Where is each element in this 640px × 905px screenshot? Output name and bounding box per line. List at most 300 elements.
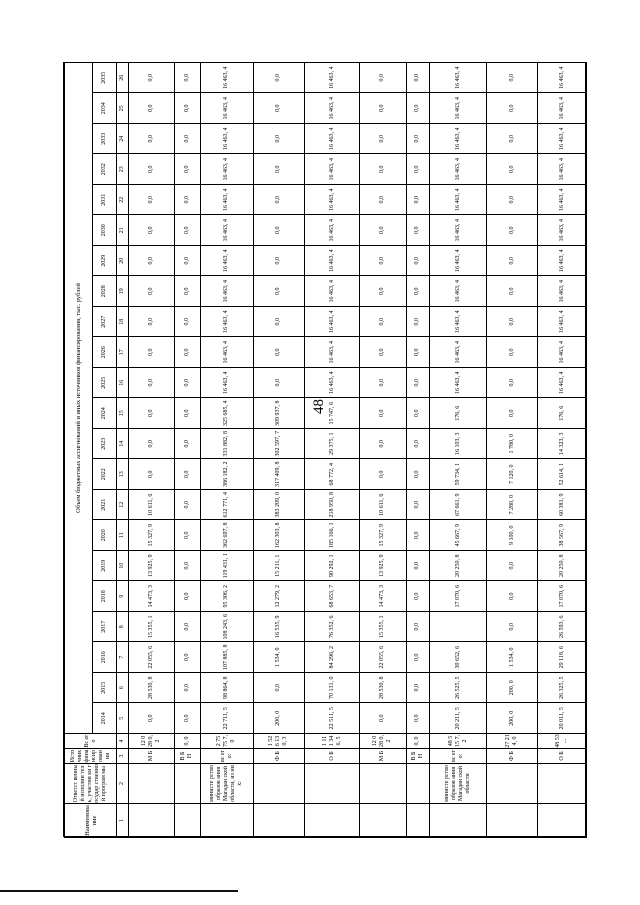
table-row — [304, 62, 360, 837]
row-value-cell: 0,0 — [129, 337, 175, 368]
row-value-cell: 30 652, 6 — [429, 642, 487, 673]
header-year-2014: 2014 — [93, 703, 117, 734]
row-value-cell: 9 100, 0 — [487, 520, 538, 551]
row-value-cell: 0,0 — [175, 276, 200, 307]
row-value-cell: 0,0 — [406, 703, 429, 734]
row-source-cell: Ф Б — [487, 749, 538, 764]
row-executor-cell: министе рство образов ания Магадан ской области — [429, 764, 487, 804]
table-row — [175, 62, 200, 837]
row-value-cell: 383 209, 0 — [253, 490, 304, 521]
row-value-cell: 0,0 — [253, 154, 304, 185]
budget-table — [64, 62, 587, 838]
row-value-cell: 16 463, 4 — [200, 246, 253, 277]
row-value-cell: 0,0 — [487, 368, 538, 399]
header-year-2026: 2026 — [93, 337, 117, 368]
row-value-cell: 29 118, 6 — [538, 642, 587, 673]
row-value-cell: 0,0 — [406, 185, 429, 216]
row-value-cell: 16 463, 4 — [200, 185, 253, 216]
row-value-cell: 0,0 — [360, 62, 406, 93]
row-value-cell — [429, 612, 487, 643]
row-value-cell: 22 711, 5 — [200, 703, 253, 734]
header-year-2019: 2019 — [93, 551, 117, 582]
header-year-2018: 2018 — [93, 581, 117, 612]
column-number: 26 — [117, 62, 129, 93]
row-value-cell: 26 593, 6 — [538, 612, 587, 643]
row-value-cell: 16 463, 4 — [429, 276, 487, 307]
column-number: 18 — [117, 307, 129, 338]
row-source-cell: В Б Н — [406, 749, 429, 764]
row-value-cell: 0,0 — [253, 246, 304, 277]
row-value-cell: 76 352, 6 — [304, 612, 360, 643]
column-number: 24 — [117, 124, 129, 155]
row-value-cell: 20 250, 8 — [429, 551, 487, 582]
row-value-cell: 16 463, 4 — [429, 154, 487, 185]
row-value-cell: 0,0 — [360, 368, 406, 399]
row-value-cell: 0,0 — [175, 124, 200, 155]
row-value-cell: 67 661, 9 — [429, 490, 487, 521]
row-value-cell: 68 772, 4 — [304, 459, 360, 490]
row-value-cell: 0,0 — [253, 307, 304, 338]
row-value-cell: 45 667, 9 — [429, 520, 487, 551]
row-value-cell: 1 780, 0 — [487, 429, 538, 460]
row-value-cell: 15 327, 9 — [360, 520, 406, 551]
row-value-cell: 26 525, 5 — [429, 673, 487, 704]
row-value-cell: 7 280, 0 — [487, 490, 538, 521]
row-total-cell: 1 11 1 34 6, 5 — [304, 734, 360, 749]
table-row — [200, 62, 253, 837]
row-value-cell: 0,0 — [406, 307, 429, 338]
header-year-2023: 2023 — [93, 429, 117, 460]
row-name-cell — [429, 804, 487, 838]
row-value-cell: 0,0 — [253, 368, 304, 399]
row-value-cell: 0,0 — [406, 642, 429, 673]
row-value-cell: 22 055, 6 — [360, 642, 406, 673]
column-number: 2 — [117, 764, 129, 804]
row-value-cell: 16 535, 9 — [253, 612, 304, 643]
row-executor-cell — [406, 764, 429, 804]
header-year-2033: 2033 — [93, 124, 117, 155]
row-value-cell: 16 463, 4 — [304, 62, 360, 93]
row-executor-cell — [175, 764, 200, 804]
row-value-cell: 0,0 — [175, 215, 200, 246]
row-value-cell: 28 530, 8 — [129, 673, 175, 704]
row-value-cell: 0,0 — [129, 124, 175, 155]
row-value-cell: 0,0 — [253, 215, 304, 246]
row-value-cell: 0,0 — [175, 62, 200, 93]
table-row — [253, 62, 304, 837]
row-value-cell: 185 166, 1 — [304, 520, 360, 551]
row-value-cell: 0,0 — [406, 124, 429, 155]
row-value-cell: 16 463, 4 — [429, 307, 487, 338]
header-name: Наименова ние — [65, 804, 117, 838]
scan-edge-line — [0, 890, 238, 892]
row-value-cell: 325 685, 4 — [200, 398, 253, 429]
row-executor-cell — [487, 764, 538, 804]
table-body — [129, 62, 587, 837]
row-value-cell: 84 296, 2 — [304, 642, 360, 673]
table-row — [360, 62, 406, 837]
header-group-title: Объем бюджетных ассигнований и иных источников финансирования, тыс. рублей — [65, 62, 93, 733]
row-value-cell: 200, 0 — [487, 703, 538, 734]
row-value-cell: 331 882, 8 — [200, 429, 253, 460]
row-executor-cell — [129, 764, 175, 804]
row-value-cell: 0,0 — [129, 703, 175, 734]
row-value-cell: 0,0 — [360, 398, 406, 429]
row-value-cell: 16 463, 4 — [538, 246, 587, 277]
row-value-cell: 0,0 — [406, 429, 429, 460]
row-value-cell: 0,0 — [406, 612, 429, 643]
row-source-cell: М Б — [360, 749, 406, 764]
column-number: 14 — [117, 429, 129, 460]
row-value-cell: 16 463, 4 — [429, 62, 487, 93]
row-value-cell: 0,0 — [253, 337, 304, 368]
row-value-cell: 176, 6 — [429, 398, 487, 429]
row-value-cell: 0,0 — [406, 337, 429, 368]
row-total-cell: 48 5 15 7, 2 — [429, 734, 487, 749]
row-value-cell: 0,0 — [406, 246, 429, 277]
row-value-cell: 0,0 — [406, 490, 429, 521]
header-year-2034: 2034 — [93, 93, 117, 124]
header-year-2025: 2025 — [93, 368, 117, 399]
column-number: 6 — [117, 673, 129, 704]
column-number: 13 — [117, 459, 129, 490]
column-number: 8 — [117, 612, 129, 643]
row-value-cell: 0,0 — [406, 459, 429, 490]
row-source-cell: Ф Б — [253, 749, 304, 764]
column-number: 15 — [117, 398, 129, 429]
row-value-cell: 95 306, 2 — [200, 581, 253, 612]
column-number: 4 — [117, 734, 129, 749]
row-name-cell — [175, 804, 200, 838]
row-source-cell: О Б — [304, 749, 360, 764]
row-value-cell: 16 463, 4 — [429, 215, 487, 246]
row-value-cell: 0,0 — [360, 154, 406, 185]
column-number: 22 — [117, 185, 129, 216]
row-value-cell: 0,0 — [129, 154, 175, 185]
row-value-cell: 0,0 — [487, 551, 538, 582]
row-value-cell: 14 473, 3 — [129, 581, 175, 612]
row-value-cell: 90 292, 1 — [304, 551, 360, 582]
row-value-cell: 0,0 — [487, 215, 538, 246]
header-total: Вс ег о — [65, 734, 117, 749]
header-year-2032: 2032 — [93, 154, 117, 185]
row-value-cell: 17 070, 6 — [429, 581, 487, 612]
row-value-cell: 0,0 — [175, 459, 200, 490]
row-value-cell: 612 771, 4 — [200, 490, 253, 521]
row-value-cell: 0,0 — [175, 398, 200, 429]
row-value-cell: 0,0 — [406, 368, 429, 399]
column-number: 12 — [117, 490, 129, 521]
row-executor-cell — [253, 764, 304, 804]
row-value-cell: 15 355, 1 — [360, 612, 406, 643]
row-value-cell: 176, 6 — [538, 398, 587, 429]
row-value-cell: 317 409, 8 — [253, 459, 304, 490]
row-value-cell: 108 243, 6 — [200, 612, 253, 643]
row-value-cell: 0,0 — [129, 368, 175, 399]
row-value-cell: 302 597, 7 — [253, 429, 304, 460]
row-value-cell: 0,0 — [487, 93, 538, 124]
row-value-cell: 16 463, 4 — [200, 276, 253, 307]
row-value-cell: 59 734, 1 — [429, 459, 487, 490]
header-year-2021: 2021 — [93, 490, 117, 521]
row-value-cell: 16 463, 4 — [304, 215, 360, 246]
row-value-cell: 0,0 — [129, 429, 175, 460]
row-value-cell: 16 463, 4 — [200, 215, 253, 246]
row-value-cell: 0,0 — [175, 246, 200, 277]
row-value-cell: 16 463, 4 — [538, 154, 587, 185]
row-value-cell: 20 211, 5 — [429, 703, 487, 734]
row-value-cell: 0,0 — [253, 93, 304, 124]
row-value-cell: 16 463, 4 — [538, 215, 587, 246]
row-total-cell: 48 53 ... — [538, 734, 587, 749]
row-value-cell: 0,0 — [175, 642, 200, 673]
budget-table-frame — [63, 62, 586, 837]
row-value-cell: 0,0 — [175, 520, 200, 551]
row-value-cell: 0,0 — [129, 398, 175, 429]
row-value-cell: 16 463, 4 — [304, 124, 360, 155]
row-value-cell: 22 055, 6 — [129, 642, 175, 673]
row-value-cell: 0,0 — [253, 276, 304, 307]
row-value-cell: 16 463, 4 — [429, 246, 487, 277]
row-executor-cell — [360, 764, 406, 804]
row-value-cell: 15 747, 6 — [304, 398, 360, 429]
row-value-cell: 10 611, 6 — [129, 490, 175, 521]
row-source-cell: М Б — [129, 749, 175, 764]
row-value-cell: 0,0 — [360, 276, 406, 307]
row-value-cell: 70 131, 0 — [304, 673, 360, 704]
row-value-cell: 16 103, 3 — [429, 429, 487, 460]
row-value-cell: 26 325, 5 — [538, 673, 587, 704]
rotated-table-container — [64, 63, 587, 838]
row-value-cell: 13 925, 9 — [360, 551, 406, 582]
row-value-cell: 16 463, 4 — [304, 154, 360, 185]
row-value-cell: 0,0 — [129, 276, 175, 307]
row-value-cell: 0,0 — [487, 276, 538, 307]
row-value-cell: 0,0 — [175, 673, 200, 704]
row-value-cell: 0,0 — [360, 429, 406, 460]
header-year-2016: 2016 — [93, 642, 117, 673]
row-value-cell: 16 463, 4 — [304, 185, 360, 216]
row-value-cell: 16 463, 4 — [429, 368, 487, 399]
row-value-cell: 0,0 — [487, 185, 538, 216]
row-name-cell — [487, 804, 538, 838]
row-value-cell: 0,0 — [360, 703, 406, 734]
row-value-cell: 16 463, 4 — [429, 93, 487, 124]
row-value-cell: 14 323, 3 — [538, 429, 587, 460]
column-number: 1 — [117, 804, 129, 838]
row-value-cell: 12 279, 2 — [253, 581, 304, 612]
row-value-cell: 0,0 — [360, 246, 406, 277]
row-value-cell: 0,0 — [360, 215, 406, 246]
row-source-cell: вс ег о: — [429, 749, 487, 764]
column-number: 10 — [117, 551, 129, 582]
row-value-cell: 162 303, 8 — [253, 520, 304, 551]
row-value-cell: 0,0 — [129, 215, 175, 246]
row-total-cell: 0, 0 — [175, 734, 200, 749]
column-number: 16 — [117, 368, 129, 399]
row-value-cell: 29 375, 1 — [304, 429, 360, 460]
row-value-cell: 16 463, 4 — [200, 337, 253, 368]
row-value-cell: 0,0 — [175, 703, 200, 734]
row-value-cell: 0,0 — [487, 581, 538, 612]
header-year-2028: 2028 — [93, 276, 117, 307]
column-number: 21 — [117, 215, 129, 246]
row-value-cell: 0,0 — [406, 581, 429, 612]
header-source: Источник финансирования — [65, 749, 117, 764]
row-total-cell: 0, 0 — [406, 734, 429, 749]
column-number: 19 — [117, 276, 129, 307]
row-value-cell: 16 463, 4 — [200, 93, 253, 124]
row-value-cell: 200, 0 — [487, 673, 538, 704]
header-row-1 — [65, 62, 93, 837]
column-number: 5 — [117, 703, 129, 734]
row-value-cell: 14 473, 3 — [360, 581, 406, 612]
row-value-cell: 0,0 — [175, 185, 200, 216]
row-value-cell: 20 011, 5 — [538, 703, 587, 734]
row-total-cell: 12 0 28 0, 2 — [129, 734, 175, 749]
row-name-cell — [360, 804, 406, 838]
row-value-cell: 17 070, 6 — [538, 581, 587, 612]
column-number: 11 — [117, 520, 129, 551]
row-value-cell: 386 182, 2 — [200, 459, 253, 490]
row-value-cell: 0,0 — [406, 551, 429, 582]
row-value-cell: 20 250, 8 — [538, 551, 587, 582]
row-value-cell: 0,0 — [487, 246, 538, 277]
page-number: 48 — [311, 399, 327, 414]
row-value-cell: 16 463, 4 — [200, 62, 253, 93]
row-value-cell: 16 463, 4 — [538, 368, 587, 399]
row-value-cell: 0,0 — [253, 62, 304, 93]
row-total-cell: 12 0 28 0, 2 — [360, 734, 406, 749]
row-value-cell: 1 534, 0 — [253, 642, 304, 673]
row-value-cell: 22 511, 5 — [304, 703, 360, 734]
row-name-cell — [304, 804, 360, 838]
row-value-cell: 0,0 — [487, 124, 538, 155]
column-number: 25 — [117, 93, 129, 124]
row-name-cell — [538, 804, 587, 838]
row-value-cell: 119 431, 1 — [200, 551, 253, 582]
row-value-cell: 16 463, 4 — [538, 62, 587, 93]
row-value-cell: 16 463, 4 — [304, 368, 360, 399]
row-value-cell: 1 534, 0 — [487, 642, 538, 673]
row-value-cell: 0,0 — [129, 93, 175, 124]
row-name-cell — [406, 804, 429, 838]
table-row — [406, 62, 429, 837]
row-value-cell: 10 611, 6 — [360, 490, 406, 521]
row-value-cell: 16 463, 4 — [200, 368, 253, 399]
row-name-cell — [200, 804, 253, 838]
row-value-cell: 13 925, 9 — [129, 551, 175, 582]
row-value-cell: 16 463, 4 — [304, 337, 360, 368]
row-value-cell: 0,0 — [175, 612, 200, 643]
row-value-cell: 107 885, 8 — [200, 642, 253, 673]
row-value-cell: 0,0 — [487, 337, 538, 368]
row-value-cell: 0,0 — [360, 185, 406, 216]
row-name-cell — [253, 804, 304, 838]
header-years-row — [93, 62, 117, 837]
row-value-cell: 0,0 — [360, 307, 406, 338]
table-row — [538, 62, 587, 837]
row-value-cell: 309 937, 8 — [253, 398, 304, 429]
row-value-cell: 0,0 — [360, 337, 406, 368]
row-value-cell: 15 327, 9 — [129, 520, 175, 551]
table-row — [129, 62, 175, 837]
row-value-cell: 16 463, 4 — [304, 246, 360, 277]
row-value-cell: 16 463, 4 — [304, 276, 360, 307]
row-value-cell: 0,0 — [175, 307, 200, 338]
row-value-cell: 15 211, 1 — [253, 551, 304, 582]
row-value-cell: 218 950, 8 — [304, 490, 360, 521]
row-value-cell: 0,0 — [253, 124, 304, 155]
row-value-cell: 0,0 — [175, 337, 200, 368]
column-number: 7 — [117, 642, 129, 673]
row-value-cell: 15 355, 1 — [129, 612, 175, 643]
row-value-cell: 52 614, 1 — [538, 459, 587, 490]
row-value-cell: 0,0 — [406, 520, 429, 551]
row-executor-cell — [538, 764, 587, 804]
row-value-cell: 0,0 — [175, 368, 200, 399]
row-value-cell: 0,0 — [360, 93, 406, 124]
row-value-cell: 0,0 — [360, 124, 406, 155]
row-value-cell: 38 567, 9 — [538, 520, 587, 551]
row-value-cell: 0,0 — [175, 154, 200, 185]
row-value-cell: 0,0 — [406, 398, 429, 429]
row-total-cell: 1 52 6 13 0, 3 — [253, 734, 304, 749]
row-value-cell: 0,0 — [406, 154, 429, 185]
header-year-2022: 2022 — [93, 459, 117, 490]
row-value-cell: 0,0 — [487, 154, 538, 185]
row-value-cell: 0,0 — [253, 673, 304, 704]
row-value-cell: 0,0 — [175, 551, 200, 582]
row-value-cell: 16 463, 4 — [538, 307, 587, 338]
header-year-2024: 2024 — [93, 398, 117, 429]
row-value-cell: 0,0 — [487, 612, 538, 643]
column-number: 3 — [117, 749, 129, 764]
row-value-cell: 0,0 — [487, 398, 538, 429]
row-executor-cell — [304, 764, 360, 804]
table-row — [487, 62, 538, 837]
row-value-cell: 16 463, 4 — [429, 185, 487, 216]
row-value-cell: 0,0 — [129, 62, 175, 93]
row-value-cell: 16 463, 4 — [538, 276, 587, 307]
row-value-cell: 0,0 — [129, 307, 175, 338]
row-total-cell: 2 75 75 7, 0 — [200, 734, 253, 749]
row-value-cell: 0,0 — [129, 246, 175, 277]
row-value-cell: 16 463, 4 — [429, 337, 487, 368]
row-value-cell: 0,0 — [175, 490, 200, 521]
column-number: 20 — [117, 246, 129, 277]
row-value-cell: 0,0 — [175, 581, 200, 612]
row-value-cell: 7 120, 0 — [487, 459, 538, 490]
row-value-cell: 16 463, 4 — [429, 124, 487, 155]
row-value-cell: 0,0 — [406, 93, 429, 124]
header-year-2027: 2027 — [93, 307, 117, 338]
row-value-cell: 0,0 — [487, 62, 538, 93]
row-value-cell: 16 463, 4 — [538, 93, 587, 124]
row-value-cell: 16 463, 4 — [200, 124, 253, 155]
header-year-2020: 2020 — [93, 520, 117, 551]
header-year-2035: 2035 — [93, 62, 117, 93]
header-year-2029: 2029 — [93, 246, 117, 277]
row-value-cell: 0,0 — [129, 185, 175, 216]
row-value-cell: 16 463, 4 — [304, 93, 360, 124]
header-year-2031: 2031 — [93, 185, 117, 216]
column-number: 23 — [117, 154, 129, 185]
row-value-cell: 0,0 — [175, 93, 200, 124]
header-year-2030: 2030 — [93, 215, 117, 246]
row-total-cell: 27 21 4, 0 — [487, 734, 538, 749]
row-value-cell: 362 697, 8 — [200, 520, 253, 551]
